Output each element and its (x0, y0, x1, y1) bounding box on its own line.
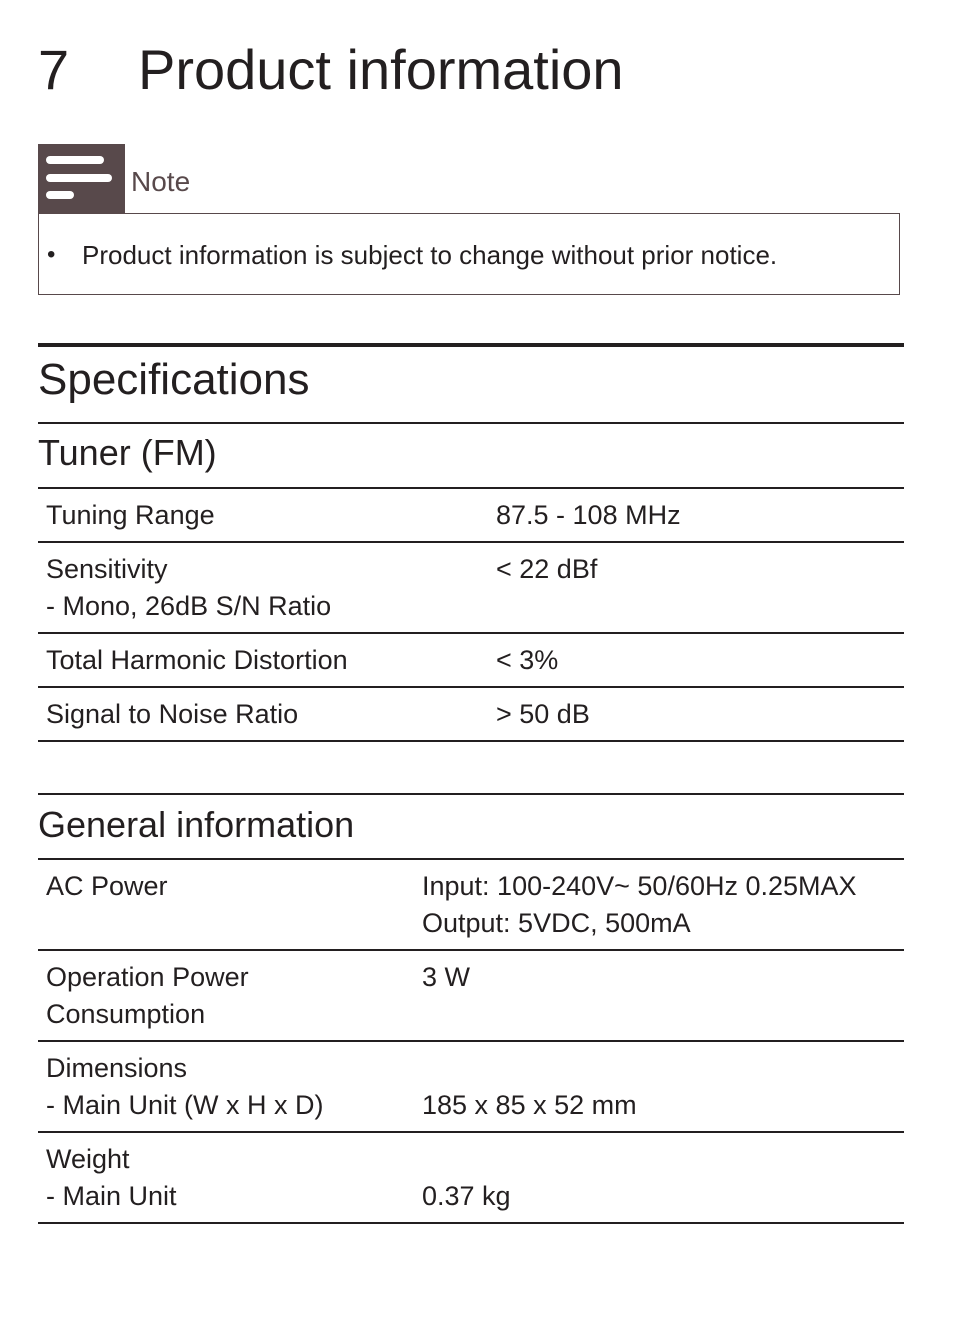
spec-label-line: - Main Unit (46, 1181, 177, 1211)
note-lines-icon (38, 144, 125, 213)
spec-value-line: 185 x 85 x 52 mm (422, 1090, 637, 1120)
note-label: Note (131, 166, 191, 197)
table-row (38, 950, 904, 1041)
bullet-icon: • (47, 241, 56, 268)
spec-label-line: AC Power (46, 871, 168, 901)
specifications-heading: Specifications (38, 355, 310, 404)
table-row (38, 1132, 904, 1223)
spec-value-line: < 3% (496, 645, 559, 675)
spec-value (414, 1132, 904, 1223)
table-row (38, 1041, 904, 1132)
spec-value-line: > 50 dB (496, 699, 590, 729)
table-row (38, 542, 904, 633)
spec-label-line: - Main Unit (W x H x D) (46, 1090, 324, 1120)
spec-label-line: Signal to Noise Ratio (46, 699, 299, 729)
spec-value (414, 950, 904, 1041)
spec-label-line: Total Harmonic Distortion (46, 645, 348, 675)
general-heading: General information (38, 804, 355, 845)
spec-value-line (422, 1141, 896, 1178)
tuner-heading: Tuner (FM) (38, 432, 217, 473)
spec-value-line: 0.37 kg (422, 1181, 511, 1211)
spec-value (488, 633, 904, 687)
spec-label (38, 633, 488, 687)
table-row (38, 633, 904, 687)
note-text: Product information is subject to change without prior notice. (82, 240, 778, 270)
spec-label-line: Weight (46, 1144, 130, 1174)
chapter-number: 7 (38, 38, 70, 101)
spec-label (38, 1132, 414, 1223)
spec-label-line: Consumption (46, 999, 206, 1029)
spec-value (488, 488, 904, 542)
spec-label-line: Operation Power (46, 962, 249, 992)
table-row (38, 859, 904, 950)
spec-label-line: Sensitivity (46, 554, 168, 584)
spec-label-line: Tuning Range (46, 500, 215, 530)
subsection-divider (38, 793, 904, 795)
spec-label (38, 1041, 414, 1132)
chapter-heading (38, 34, 624, 106)
spec-value (414, 1041, 904, 1132)
spec-value-line: 87.5 - 108 MHz (496, 500, 681, 530)
general-spec-table (38, 858, 904, 1224)
table-row (38, 488, 904, 542)
spec-label (38, 859, 414, 950)
spec-value (488, 687, 904, 741)
spec-label (38, 687, 488, 741)
tuner-spec-table (38, 487, 904, 742)
spec-label-line: Dimensions (46, 1053, 188, 1083)
table-row (38, 687, 904, 741)
spec-value-line (422, 1050, 896, 1087)
spec-label (38, 542, 488, 633)
spec-label-line: - Mono, 26dB S/N Ratio (46, 591, 332, 621)
spec-value-line: 3 W (422, 962, 471, 992)
spec-value-line: < 22 dBf (496, 554, 598, 584)
spec-value-line: Output: 5VDC, 500mA (422, 908, 691, 938)
note-box (38, 213, 900, 295)
chapter-title: Product information (138, 38, 624, 101)
spec-value (414, 859, 904, 950)
section-divider (38, 343, 904, 347)
subsection-divider (38, 422, 904, 424)
spec-label (38, 950, 414, 1041)
spec-value (488, 542, 904, 633)
spec-label (38, 488, 488, 542)
spec-value-line: Input: 100-240V~ 50/60Hz 0.25MAX (422, 871, 857, 901)
